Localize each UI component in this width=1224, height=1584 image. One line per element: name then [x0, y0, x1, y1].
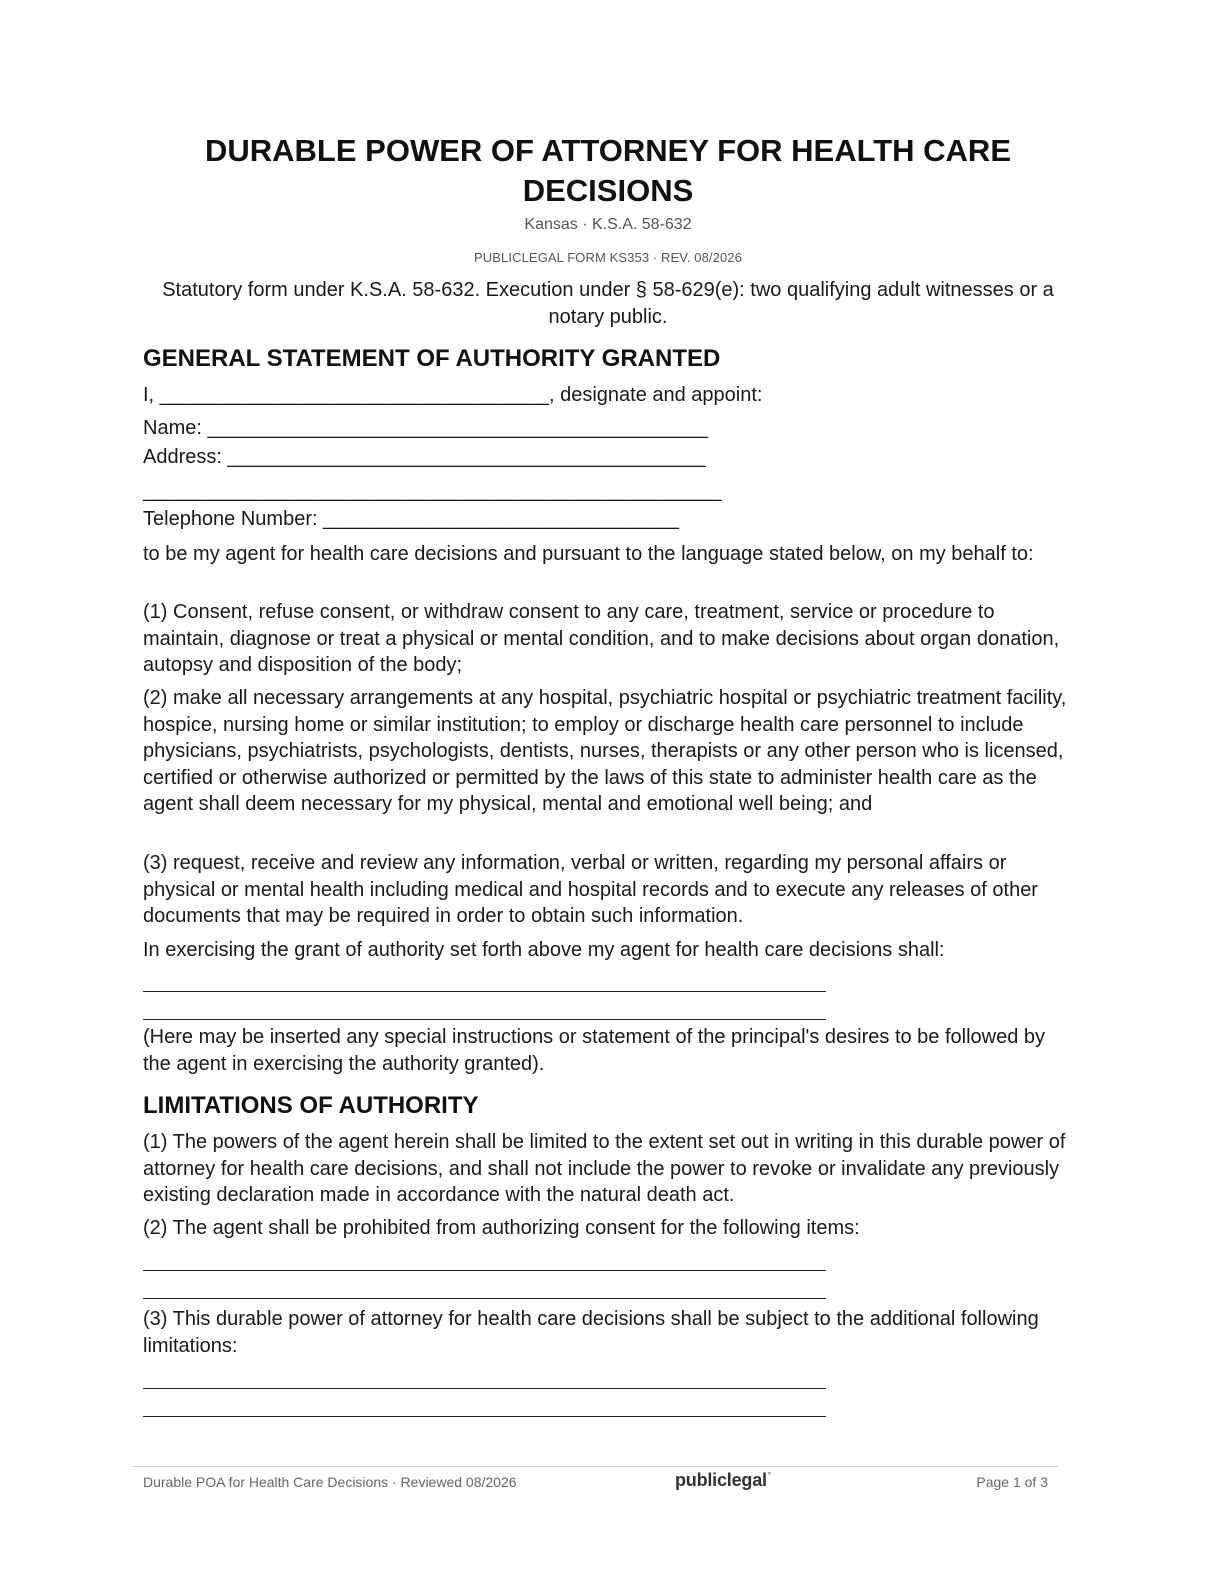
exercising-authority-text: In exercising the grant of authority set forth above my agent for health care decisions shall:	[143, 939, 945, 961]
limitation-1-text: (1) The powers of the agent herein shall be limited to the extent set out in writing in this durable power of attorney for health care decisions, and shall not include the power to revoke or invalidate any previously existing declaration made in accordance with the natural death act.	[143, 1131, 1066, 1206]
power-1-text: (1) Consent, refuse consent, or withdraw consent to any care, treatment, service or procedure to maintain, diagnose or treat a physical or mental condition, and to make decisions about organ donation, autopsy and disposition of the body;	[143, 601, 1060, 676]
special-instructions-note: (Here may be inserted any special instructions or statement of the principal's desires to be followed by the agent in exercising the authority granted).	[143, 1026, 1046, 1075]
intro-statement: Statutory form under K.S.A. 58-632. Execution under § 58-629(e): two qualifying adult witnesses or a notary public.	[162, 279, 1054, 328]
heading-general-authority: GENERAL STATEMENT OF AUTHORITY GRANTED	[143, 345, 721, 372]
additional-limitations-line-2[interactable]	[143, 1416, 826, 1417]
prohibited-items-line-1[interactable]	[143, 1270, 826, 1271]
limitation-2-text: (2) The agent shall be prohibited from authorizing consent for the following items:	[143, 1217, 860, 1239]
footer-divider	[132, 1466, 1058, 1467]
jurisdiction-subtitle: Kansas · K.S.A. 58-632	[524, 216, 692, 233]
logo-text: publiclegal	[675, 1470, 767, 1490]
heading-limitations: LIMITATIONS OF AUTHORITY	[143, 1092, 479, 1119]
logo-mark-icon: °	[767, 1471, 771, 1480]
special-instructions-line-1[interactable]	[143, 991, 826, 992]
agent-intro-text: to be my agent for health care decisions and pursuant to the language stated below, on my behalf to:	[143, 543, 1034, 565]
limitation-3-text: (3) This durable power of attorney for health care decisions shall be subject to the additional following limitations:	[143, 1308, 1039, 1357]
special-instructions-line-2[interactable]	[143, 1019, 826, 1020]
power-2-text: (2) make all necessary arrangements at any hospital, psychiatric hospital or psychiatric treatment facility, hospice, nursing home or similar institution; to employ or discharge health care personnel to include physicians, psychiatrists, psychologists, dentists, nurses, therapists or any other person who is licensed, certified or otherwise authorized or permitted by the laws of this state to administer health care as the agent shall deem necessary for my physical, mental and emotional well being; and	[143, 687, 1067, 815]
power-3-text: (3) request, receive and review any information, verbal or written, regarding my personal affairs or physical or mental health including medical and hospital records and to execute any releases of other documents that may be required in order to obtain such information.	[143, 852, 1038, 927]
publiclegal-logo	[675, 1470, 771, 1491]
footer-document-name: Durable POA for Health Care Decisions · Reviewed 08/2026	[143, 1474, 517, 1490]
agent-telephone-line[interactable]: Telephone Number: ________________________________	[143, 508, 680, 530]
form-id: PUBLICLEGAL FORM KS353 · REV. 08/2026	[474, 250, 742, 265]
agent-name-line[interactable]: Name: _____________________________________________	[143, 417, 708, 439]
additional-limitations-line-1[interactable]	[143, 1388, 826, 1389]
agent-address-line-2[interactable]: ____________________________________________________	[143, 480, 722, 502]
document-title: DURABLE POWER OF ATTORNEY FOR HEALTH CARE DECISIONS	[205, 133, 1011, 208]
agent-address-line[interactable]: Address: ___________________________________________	[143, 446, 706, 468]
page-number: Page 1 of 3	[976, 1474, 1048, 1490]
principal-name-line[interactable]: I, ___________________________________, designate and appoint:	[143, 384, 763, 406]
prohibited-items-line-2[interactable]	[143, 1298, 826, 1299]
